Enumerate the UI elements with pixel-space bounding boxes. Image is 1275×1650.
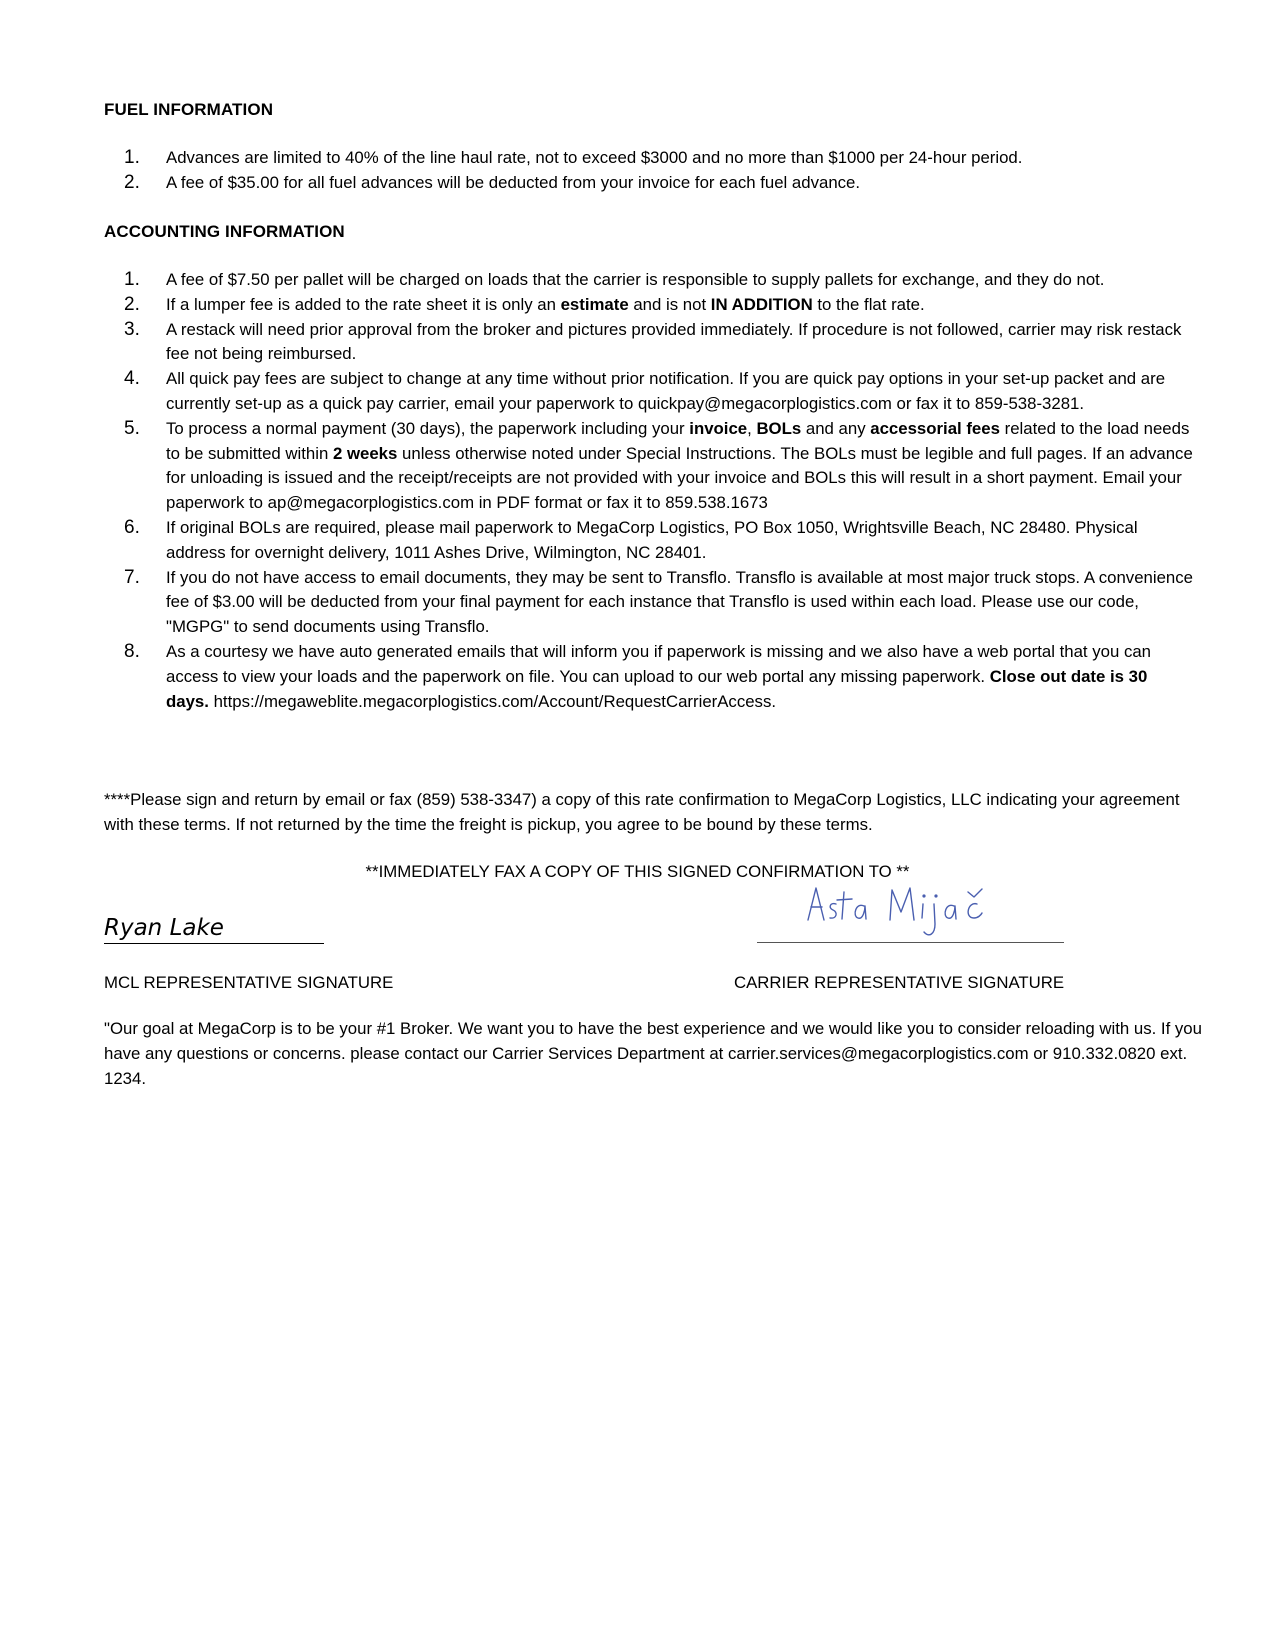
fuel-heading: FUEL INFORMATION bbox=[104, 100, 274, 119]
list-item bbox=[104, 318, 1194, 368]
list-item bbox=[104, 367, 1194, 417]
closing-message: "Our goal at MegaCorp is to be your #1 Broker. We want you to have the best experience and we would like you to consider reloading with us. If you have any questions or concerns. please contact our Carrier Services Department at carrier.services@megacorplogistics.com or 910.332.0820 ext. 1234. bbox=[104, 1019, 1202, 1088]
carrier-signature bbox=[757, 880, 1064, 943]
list-text: A restack will need prior approval from the broker and pictures provided immediately. If procedure is not followed, carrier may risk restack fee not being reimbursed. bbox=[166, 319, 1182, 364]
list-number: 4. bbox=[124, 368, 140, 390]
list-item bbox=[104, 566, 1194, 640]
fax-instruction: **IMMEDIATELY FAX A COPY OF THIS SIGNED CONFIRMATION TO ** bbox=[365, 862, 910, 881]
list-text: A fee of $35.00 for all fuel advances will be deducted from your invoice for each fuel advance. bbox=[166, 172, 861, 192]
list-number: 5. bbox=[124, 417, 140, 439]
list-text bbox=[166, 293, 1194, 318]
list-text: All quick pay fees are subject to change at any time without prior notification. If you are quick pay options in your set-up packet and are currently set-up as a quick pay carrier, email your paperwork to quickpay@megacorplogistics.com or fax it to 859-538-3281. bbox=[166, 369, 1166, 413]
text-run: https://megaweblite.megacorplogistics.com/Account/RequestCarrierAccess. bbox=[208, 691, 776, 711]
bold-text: 2 weeks bbox=[332, 443, 398, 463]
list-number: 2. bbox=[124, 171, 140, 193]
bold-text: invoice bbox=[689, 418, 748, 438]
list-text: If you do not have access to email documents, they may be sent to Transflo. Transflo is available at most major truck stops. A convenience fee of $3.00 will be deducted from your final payment for each instance that Transflo is used within each load. Please use our code, "MGPG" to send documents using Transflo. bbox=[166, 567, 1193, 637]
sign-and-return-notice: ****Please sign and return by email or fax (859) 538-3347) a copy of this rate confirmation to MegaCorp Logistics, LLC indicating your agreement with these terms. If not returned by the time the freight is pickup, you agree to be bound by these terms. bbox=[104, 790, 1180, 834]
list-item bbox=[104, 146, 1194, 171]
bold-text: accessorial fees bbox=[870, 418, 1000, 438]
list-number: 3. bbox=[124, 318, 140, 340]
list-item bbox=[104, 171, 1194, 196]
fuel-list bbox=[104, 146, 1194, 196]
list-item bbox=[104, 640, 1194, 714]
list-number: 6. bbox=[124, 516, 140, 538]
text-run: If a lumper fee is added to the rate sheet it is only an bbox=[166, 294, 561, 314]
list-number: 2. bbox=[124, 293, 140, 315]
text-run: As a courtesy we have auto generated emails that will inform you if paperwork is missing and we also have a web portal that you can access to view your loads and the paperwork on file. You can upload to our web portal any missing paperwork. bbox=[166, 641, 1152, 686]
list-item bbox=[104, 268, 1194, 293]
list-number: 1. bbox=[124, 269, 140, 290]
list-item bbox=[104, 417, 1194, 516]
list-text bbox=[166, 417, 1194, 516]
bold-text: BOLs bbox=[756, 418, 802, 438]
list-text: A fee of $7.50 per pallet will be charged on loads that the carrier is responsible to supply pallets for exchange, and they do not. bbox=[166, 270, 1105, 289]
accounting-list bbox=[104, 268, 1194, 714]
mcl-signature: Ryan Lake bbox=[104, 913, 324, 944]
text-run: To process a normal payment (30 days), the paperwork including your bbox=[166, 418, 690, 438]
text-run: , bbox=[747, 418, 757, 438]
text-run: related to the load needs to be submitted within bbox=[166, 418, 1190, 463]
bold-text: Close out date is 30 days. bbox=[166, 666, 1148, 711]
mcl-signature-label: MCL REPRESENTATIVE SIGNATURE bbox=[104, 973, 394, 992]
text-run: unless otherwise noted under Special Instructions. The BOLs must be legible and full pages. If an advance for unloading is issued and the receipt/receipts are not provided with your invoice and BOLs this will result in a short payment. Email your paperwork to ap@megacorplogistics.com in PDF format or fax it to 859.538.1673 bbox=[166, 443, 1193, 513]
list-text: Advances are limited to 40% of the line haul rate, not to exceed $3000 and no more than $1000 per 24-hour period. bbox=[166, 148, 1023, 167]
bold-text: IN ADDITION bbox=[710, 294, 813, 314]
list-number: 8. bbox=[124, 640, 140, 662]
handwritten-signature-icon bbox=[802, 880, 1012, 942]
bold-text: estimate bbox=[560, 294, 629, 314]
list-number: 1. bbox=[124, 147, 140, 168]
list-number: 7. bbox=[124, 566, 140, 588]
text-run: to the flat rate. bbox=[812, 294, 925, 314]
list-text bbox=[166, 640, 1194, 714]
list-item bbox=[104, 516, 1194, 566]
text-run: and any bbox=[801, 418, 871, 438]
list-text: If original BOLs are required, please mail paperwork to MegaCorp Logistics, PO Box 1050, Wrightsville Beach, NC 28480. Physical address for overnight delivery, 1011 Ashes Drive, Wilmington, NC 28401. bbox=[166, 517, 1138, 562]
accounting-heading: ACCOUNTING INFORMATION bbox=[104, 222, 345, 241]
text-run: and is not bbox=[628, 294, 711, 314]
list-item bbox=[104, 293, 1194, 318]
carrier-signature-label: CARRIER REPRESENTATIVE SIGNATURE bbox=[734, 973, 1065, 992]
